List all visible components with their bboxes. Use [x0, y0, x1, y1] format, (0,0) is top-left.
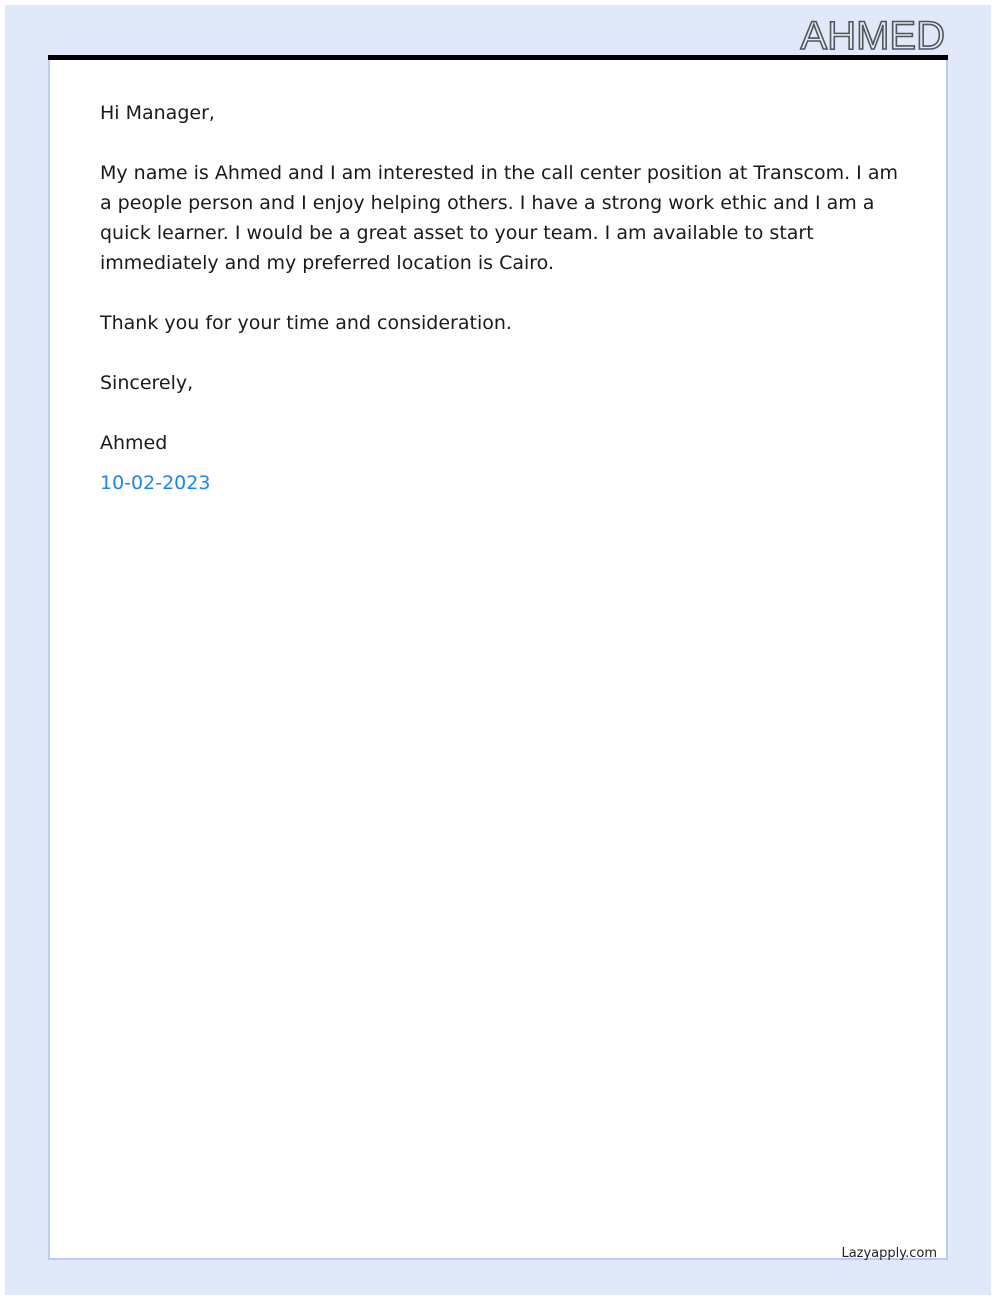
greeting: Hi Manager,	[100, 102, 215, 124]
letter-content	[100, 98, 900, 528]
signature: Ahmed	[100, 432, 168, 454]
closing: Sincerely,	[100, 372, 194, 394]
applicant-name-heading: AHMED	[800, 14, 945, 58]
footer-brand: Lazyapply.com	[841, 1246, 937, 1261]
letter-date: 10-02-2023	[100, 472, 211, 494]
body-paragraph: My name is Ahmed and I am interested in the call center position at Transcom. I am a people person and I enjoy helping others. I have a strong work ethic and I am a quick learner. I would be a great asset to your team. I am available to start immediately and my preferred location is Cairo.	[100, 162, 898, 274]
thanks-paragraph: Thank you for your time and consideration.	[100, 312, 512, 334]
